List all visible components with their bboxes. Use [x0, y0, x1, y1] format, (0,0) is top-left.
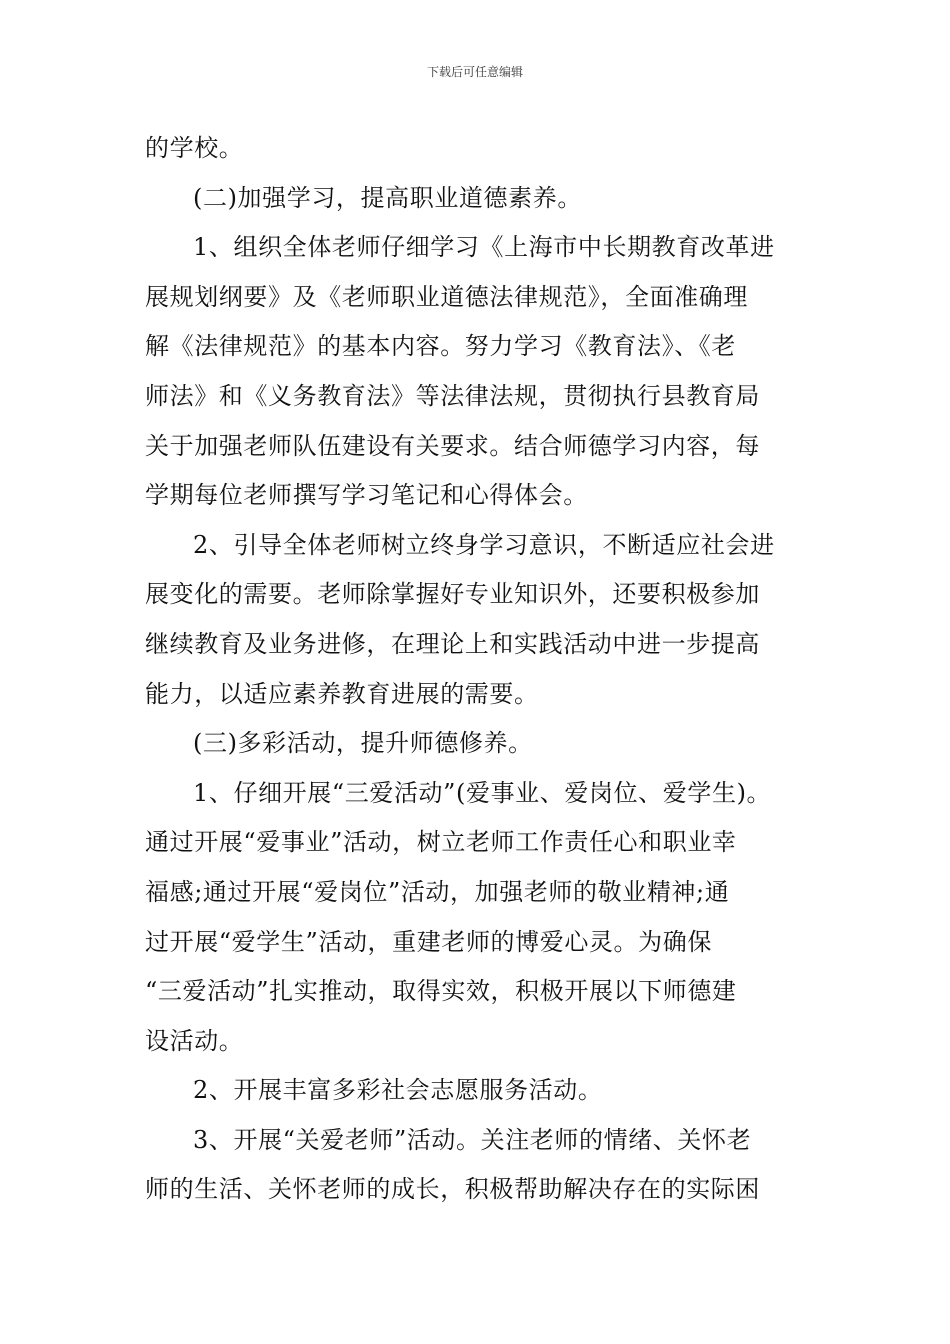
text-line: 1、组织全体老师仔细学习《上海市中长期教育改革进	[193, 233, 775, 262]
text-line: “三爱活动”扎实推动，取得实效，积极开展以下师德建	[145, 977, 737, 1006]
text-line: 关于加强老师队伍建设有关要求。结合师德学习内容，每	[145, 431, 760, 460]
page-header: 下载后可任意编辑	[426, 65, 523, 79]
text-line: 师法》和《义务教育法》等法律法规，贯彻执行县教育局	[145, 381, 760, 410]
text-line: 福感;通过开展“爱岗位”活动，加强老师的敬业精神;通	[145, 877, 730, 906]
text-line: 展规划纲要》及《老师职业道德法律规范》，全面准确理	[145, 282, 748, 311]
text-line: 继续教育及业务进修，在理论上和实践活动中进一步提高	[145, 629, 760, 658]
text-line: (三)多彩活动，提升师德修养。	[193, 729, 533, 758]
text-line: 通过开展“爱事业”活动，树立老师工作责任心和职业幸	[145, 828, 737, 857]
text-line: 能力，以适应素养教育进展的需要。	[145, 679, 539, 708]
text-line: 学期每位老师撰写学习笔记和心得体会。	[145, 481, 588, 510]
text-line: 2、开展丰富多彩社会志愿服务活动。	[193, 1076, 603, 1105]
text-line: 师的生活、关怀老师的成长，积极帮助解决存在的实际困	[145, 1175, 760, 1204]
text-line: 1、仔细开展“三爱活动”(爱事业、爱岗位、爱学生)。	[193, 778, 772, 807]
text-line: 设活动。	[145, 1026, 244, 1055]
text-line: 2、引导全体老师树立终身学习意识，不断适应社会进	[193, 530, 775, 559]
text-line: 展变化的需要。老师除掌握好专业知识外，还要积极参加	[145, 580, 760, 609]
text-line: 3、开展“关爱老师”活动。关注老师的情绪、关怀老	[193, 1125, 752, 1154]
document-body	[145, 124, 845, 1215]
text-line: 过开展“爱学生”活动，重建老师的博爱心灵。为确保	[145, 927, 712, 956]
text-line: 解《法律规范》的基本内容。努力学习《教育法》、《老	[145, 332, 736, 361]
text-line: (二)加强学习，提高职业道德素养。	[193, 183, 582, 212]
text-line: 的学校。	[145, 134, 244, 162]
